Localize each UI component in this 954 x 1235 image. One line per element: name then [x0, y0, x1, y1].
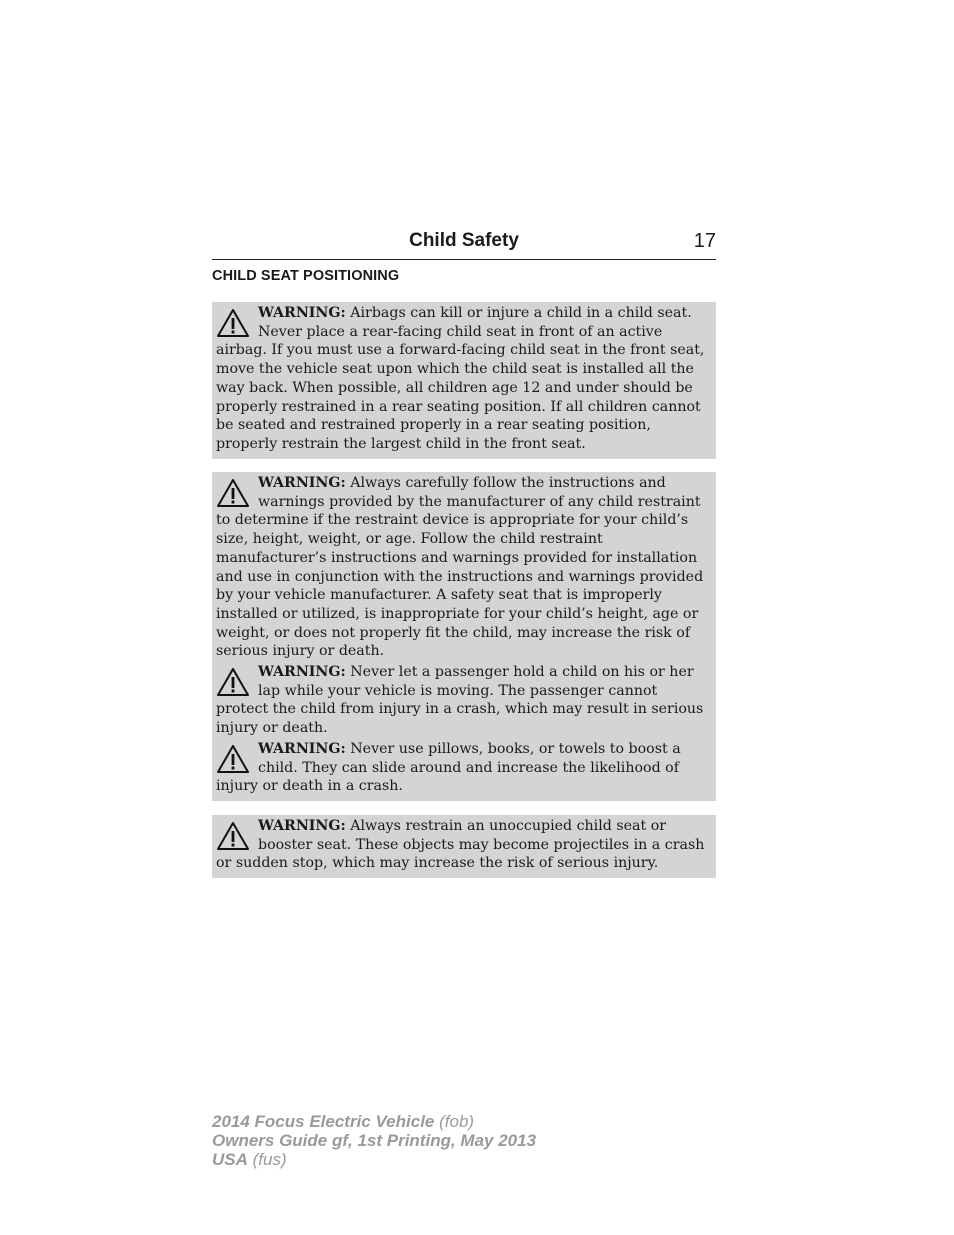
warning-text: Always carefully follow the instructions and warnings provided by the manufacturer of any child restraint to determine if the restraint device is appropriate for your child’s size, height, weight, or age. Follow the child restraint manufacturer’s instructions and warnings provided for installation and use in conjunction with the instructions and warnings provided by your vehicle manufacturer. A safety seat that is improperly installed or utilized, is inappropriate for your child’s height, age or weight, or does not properly fit the child, may increase the risk of serious injury or death.: [216, 475, 704, 660]
page-number: 17: [693, 230, 716, 252]
warning-triangle-icon: [216, 821, 250, 851]
footer-line: [212, 1131, 536, 1150]
footer-vehicle-code: (fob): [434, 1112, 475, 1131]
footer-guide: Owners Guide gf, 1st Printing, May 2013: [212, 1131, 537, 1150]
chapter-title: Child Safety: [409, 230, 519, 251]
footer-market-code: (fus): [247, 1150, 287, 1169]
footer-vehicle: 2014 Focus Electric Vehicle: [212, 1112, 435, 1131]
warning-box: [212, 738, 716, 801]
warning-box: [212, 661, 716, 743]
warning-triangle-icon: [216, 744, 250, 774]
warning-text: Always restrain an unoccupied child seat or booster seat. These objects may become projectiles in a crash or sudden stop, which may increase the risk of serious injury.: [216, 818, 705, 872]
warning-box: [212, 472, 716, 666]
page-footer: [212, 1112, 536, 1169]
warning-label: WARNING:: [258, 818, 346, 834]
footer-line: [212, 1150, 536, 1169]
warning-label: WARNING:: [258, 664, 346, 680]
page-header: [212, 228, 716, 260]
warning-box: [212, 302, 716, 459]
warning-box: [212, 815, 716, 878]
warning-triangle-icon: [216, 478, 250, 508]
warning-text: Airbags can kill or injure a child in a child seat. Never place a rear-facing child seat in front of an active airbag. If you must use a forward-facing child seat in the front seat, move the vehicle seat upon which the child seat is installed all the way back. When possible, all children age 12 and under should be properly restrained in a rear seating position. If all children cannot be seated and restrained properly in a rear seating position, properly restrain the largest child in the front seat.: [216, 305, 705, 452]
section-heading: CHILD SEAT POSITIONING: [212, 268, 400, 284]
warning-text: Never use pillows, books, or towels to boost a child. They can slide around and increase the likelihood of injury or death in a crash.: [216, 741, 681, 795]
warning-triangle-icon: [216, 667, 250, 697]
warning-label: WARNING:: [258, 305, 346, 321]
warning-label: WARNING:: [258, 475, 346, 491]
warning-text: Never let a passenger hold a child on his or her lap while your vehicle is moving. The passenger cannot protect the child from injury in a crash, which may result in serious injury or death.: [216, 664, 704, 737]
warning-triangle-icon: [216, 308, 250, 338]
footer-market: USA: [212, 1150, 248, 1169]
warning-label: WARNING:: [258, 741, 346, 757]
footer-line: [212, 1112, 536, 1131]
